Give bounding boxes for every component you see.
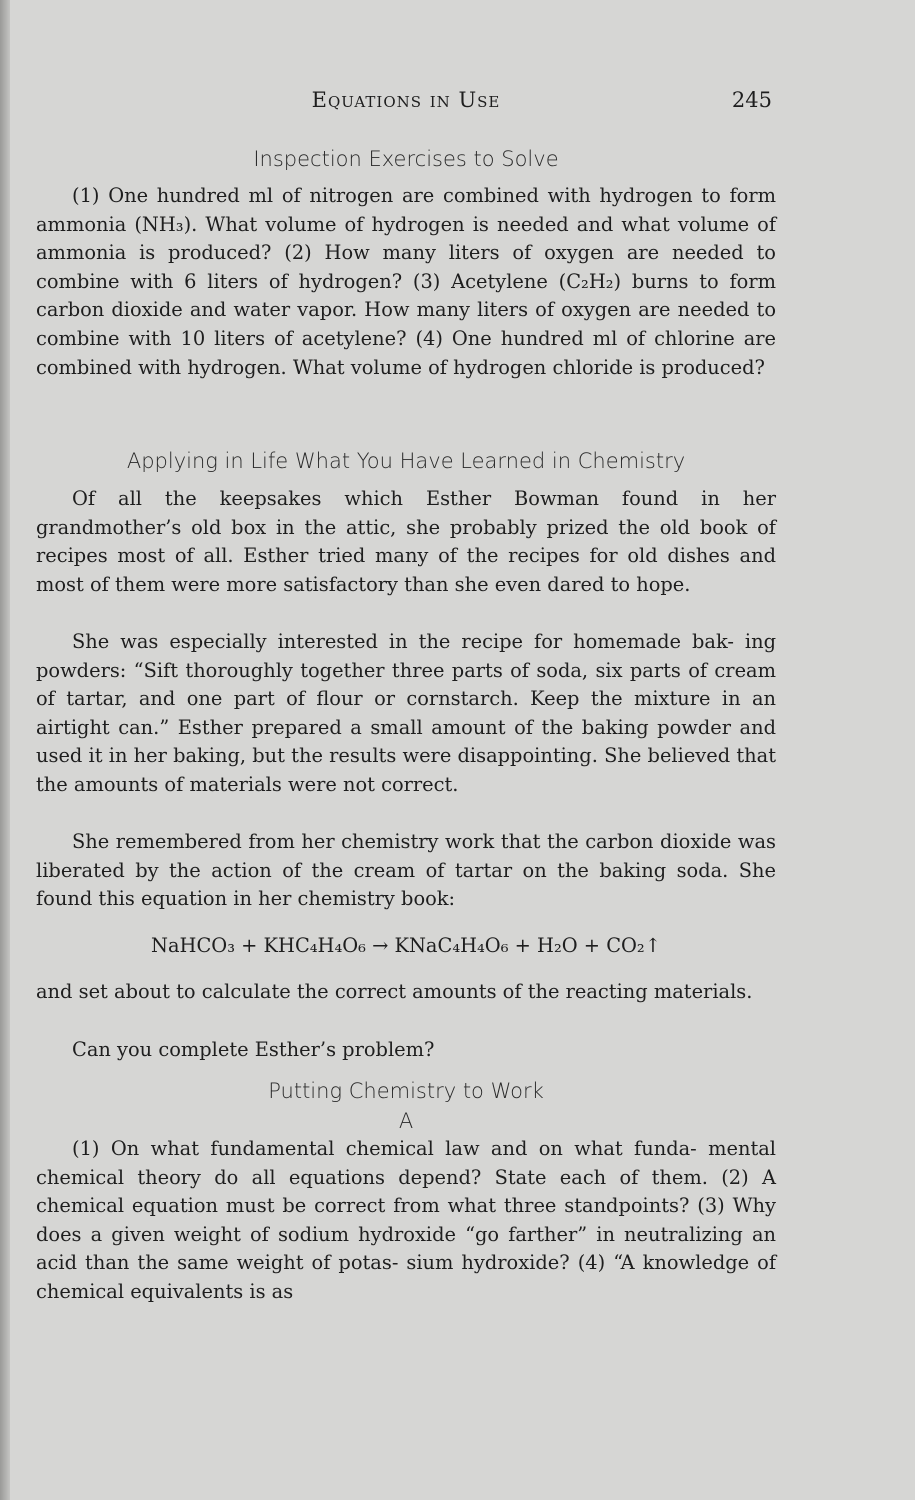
putting-heading: Putting Chemistry to Work (268, 1079, 544, 1103)
running-header (36, 88, 776, 122)
exercise-number: (1) (72, 1137, 100, 1160)
exercise-text: Acetylene (C₂H₂) burns to form carbon dioxide and water vapor. How many liters of oxygen are needed to combine with 10 liters of acetylene? (36, 269, 776, 350)
applying-heading: Applying in Life What You Have Learned in Chemistry (126, 449, 686, 473)
exercise-text: Why does a given weight of sodium hydroxide “go farther” in neutralizing an acid than the same weight of potas- sium hydroxide? (36, 1194, 776, 1275)
running-title: Equations in Use (311, 88, 501, 112)
page-number: 245 (731, 88, 772, 112)
exercise-text: One hundred ml of chlorine are combined with hydrogen. What volume of hydrogen chloride is produced? (36, 326, 776, 379)
exercise-text: One hundred ml of nitrogen are combined with hydrogen to form ammonia (NH₃). What volume of hydrogen is needed and what volume of ammonia is produced? (36, 184, 776, 265)
inspection-exercises (36, 182, 776, 382)
page-binding-edge (0, 0, 10, 1500)
story-paragraph: She was especially interested in the recipe for homemade bak- ing powders: “Sift thoroughly together three parts of soda, six parts of cream of tartar, and one part of flour or cornstarch. Keep the mixture in an airtight can.” Esther prepared a small amount of the baking powder and used it in her baking, but the results were disappointing. She believed that the amounts of materials were not correct. (36, 630, 776, 796)
exercise-number: (1) (72, 184, 100, 207)
exercise-text: How many liters of oxygen are needed to combine with 6 liters of hydrogen? (36, 241, 776, 293)
inspection-heading: Inspection Exercises to Solve (253, 147, 559, 171)
exercise-number: (3) (412, 269, 441, 293)
putting-exercises (36, 1135, 776, 1307)
exercise-text: A chemical equation must be correct from what three standpoints? (36, 1165, 776, 1218)
exercise-number: (4) (577, 1251, 606, 1275)
exercise-number: (2) (721, 1165, 749, 1189)
exercise-text: “A knowledge of chemical equivalents is as (36, 1251, 776, 1303)
story-paragraph: She remembered from her chemistry work that the carbon dioxide was liberated by the action of the cream of tartar on the baking soda. She found this equation in her chemistry book: (36, 830, 776, 911)
chemical-equation: NaHCO₃ + KHC₄H₄O₆ → KNaC₄H₄O₆ + H₂O + CO₂↑ (151, 934, 661, 957)
equation-continuation: and set about to calculate the correct amounts of the reacting materials. (36, 980, 753, 1003)
exercise-text: On what fundamental chemical law and on what funda- mental chemical theory do all equations depend? State each of them. (36, 1137, 776, 1189)
exercise-number: (3) (697, 1194, 725, 1218)
putting-subheading: A (398, 1109, 414, 1133)
exercise-number: (4) (415, 326, 443, 350)
story-question: Can you complete Esther’s problem? (72, 1038, 435, 1061)
story-paragraph: Of all the keepsakes which Esther Bowman found in her grandmother’s old box in the attic, she probably prized the old book of recipes most of all. Esther tried many of the recipes for old dishes and most of them were more satisfactory than she even dared to hope. (36, 487, 776, 596)
exercise-number: (2) (284, 241, 312, 265)
